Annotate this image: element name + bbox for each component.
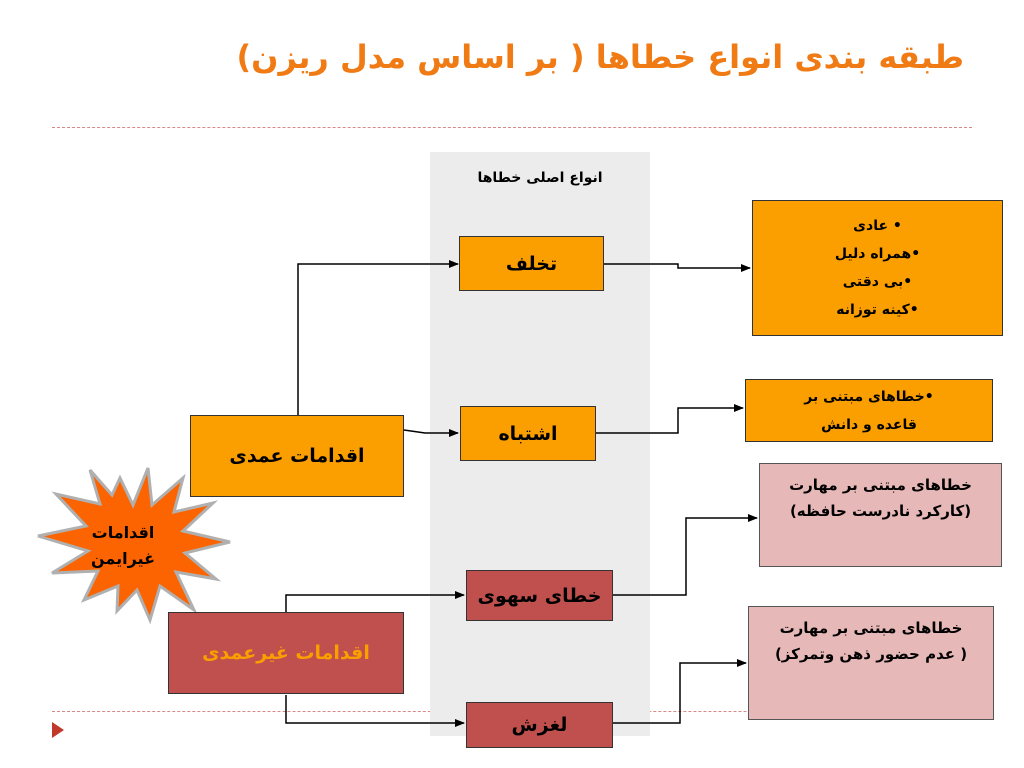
slip-box: خطای سهوی bbox=[466, 570, 613, 621]
lapse-detail-line: ( عدم حضور ذهن وتمرکز) bbox=[774, 645, 968, 663]
violation-detail-item: •همراه دلیل bbox=[834, 246, 921, 262]
page-title: طبقه بندی انواع خطاها ( بر اساس مدل ریزن) bbox=[236, 38, 964, 76]
violation-detail-item: •کینه توزانه bbox=[836, 302, 919, 318]
arrow-slip-details bbox=[613, 518, 757, 595]
column-title: انواع اصلی خطاها bbox=[477, 170, 603, 186]
slip-details-box bbox=[759, 463, 1002, 567]
arrow-unintentional-slip bbox=[286, 595, 464, 612]
lapse-box: لغزش bbox=[466, 702, 613, 748]
lapse-detail-line: خطاهای مبتنی بر مهارت bbox=[779, 619, 963, 637]
violation-detail-item: • عادی bbox=[853, 218, 902, 234]
violation-detail-item: •بی دقتی bbox=[842, 274, 913, 290]
arrow-intentional-violation bbox=[298, 264, 458, 415]
slip-detail-line: (کارکرد نادرست حافظه) bbox=[789, 502, 972, 520]
lapse-details-box bbox=[748, 606, 994, 720]
slip-detail-line: خطاهای مبتنی بر مهارت bbox=[789, 476, 972, 494]
arrow-violation-details bbox=[604, 264, 750, 268]
arrow-mistake-details bbox=[596, 408, 743, 433]
mistake-details-box bbox=[745, 379, 993, 442]
unsafe-acts-label: اقدامات غیرایمن bbox=[90, 523, 156, 568]
arrow-lapse-details bbox=[613, 663, 746, 723]
arrow-intentional-mistake bbox=[404, 430, 458, 433]
intentional-acts-box: اقدامات عمدی bbox=[190, 415, 404, 497]
next-slide-arrow-icon[interactable] bbox=[52, 722, 64, 738]
mistake-detail-line: قاعده و دانش bbox=[821, 416, 917, 433]
mistake-box: اشتباه bbox=[460, 406, 596, 461]
violation-box: تخلف bbox=[459, 236, 604, 291]
violation-details-box bbox=[752, 200, 1003, 336]
mistake-detail-line: •خطاهای مبتنی بر bbox=[804, 388, 934, 405]
unintentional-acts-box: اقدامات غیرعمدی bbox=[168, 612, 404, 694]
arrow-unintentional-lapse bbox=[286, 695, 464, 723]
